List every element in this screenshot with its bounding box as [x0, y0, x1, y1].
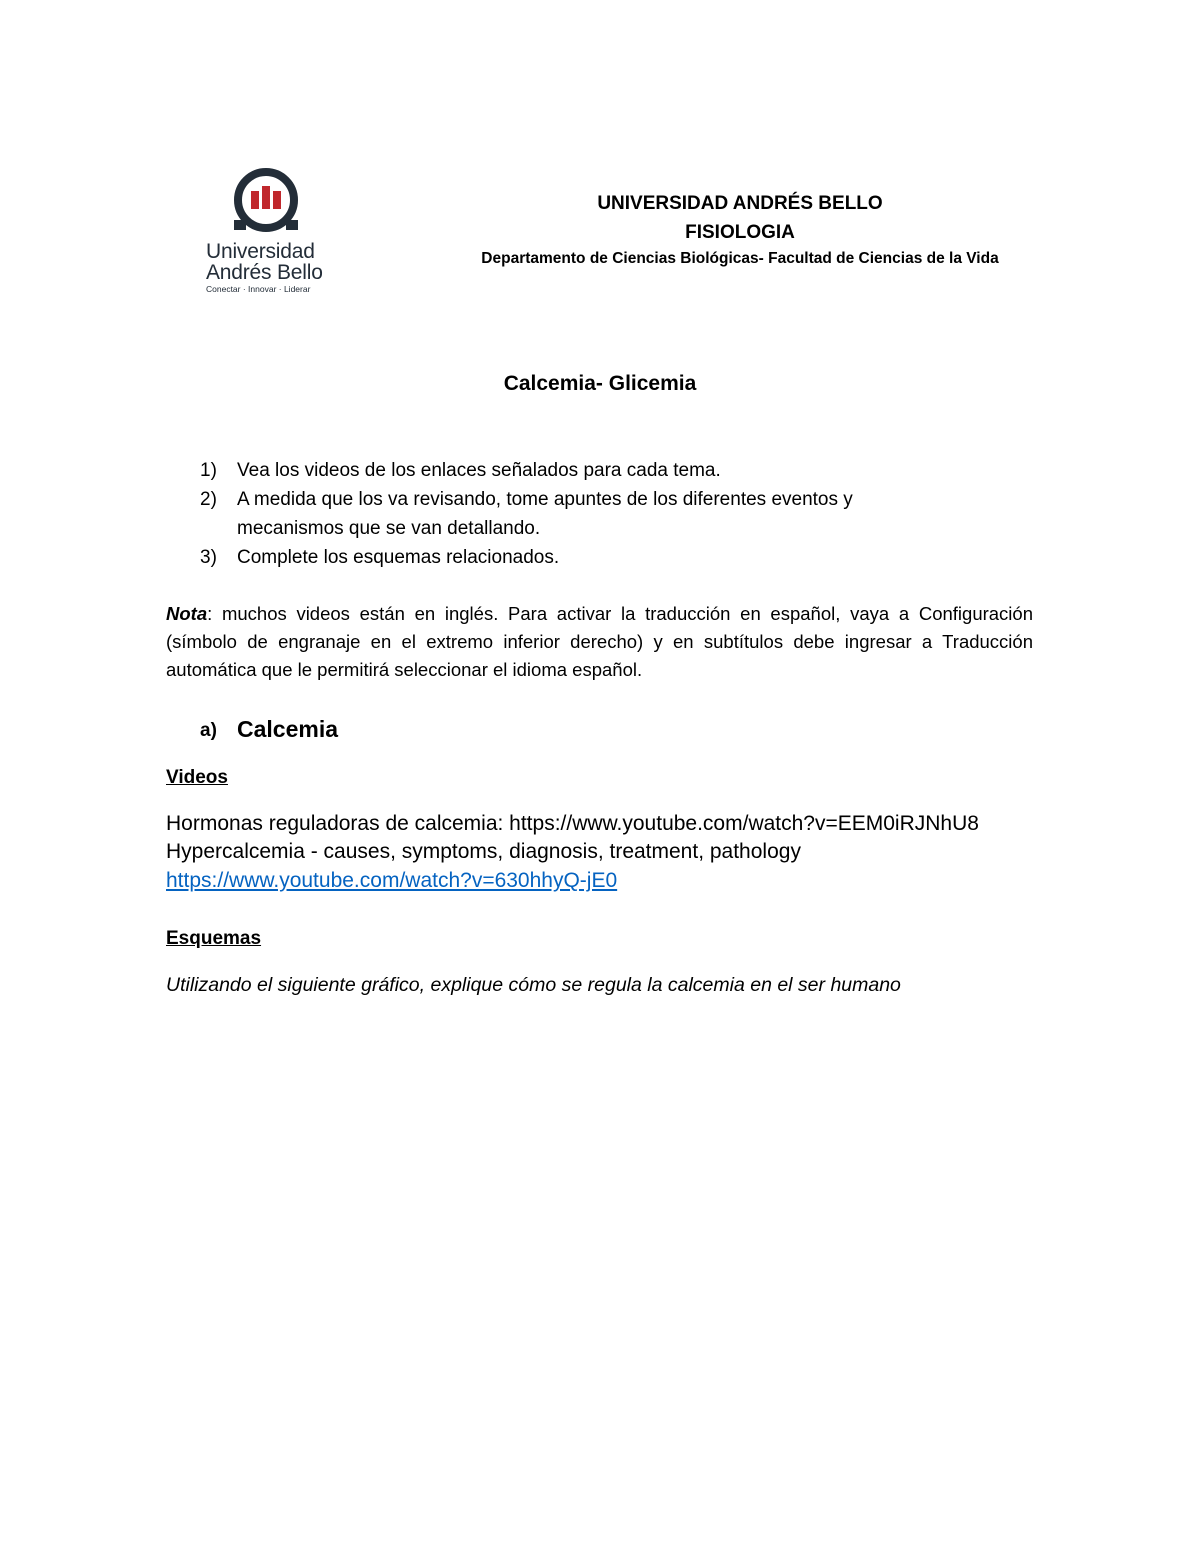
video-link-hypercalcemia[interactable]: https://www.youtube.com/watch?v=630hhyQ-jE0	[166, 869, 618, 892]
esquemas-heading: Esquemas	[166, 928, 262, 949]
instruction-number: 2)	[200, 489, 217, 510]
logo-tagline: Conectar · Innovar · Liderar	[206, 284, 311, 294]
note-paragraph	[166, 600, 1033, 684]
videos-heading: Videos	[166, 767, 228, 788]
video-title-hypercalcemia: Hypercalcemia - causes, symptoms, diagnosis, treatment, pathology	[166, 840, 801, 863]
document-title: Calcemia- Glicemia	[503, 372, 697, 395]
section-label: a)	[200, 720, 217, 741]
instruction-number: 1)	[200, 460, 217, 481]
instruction-number: 3)	[200, 547, 217, 568]
university-logo	[200, 164, 350, 296]
note-text: : muchos videos están en inglés. Para activar la traducción en español, vaya a Configuración (símbolo de engranaje en el extremo inferior derecho) y en subtítulos debe ingresar a Traducción automática que le permitirá seleccionar el idioma español.	[166, 603, 1033, 680]
university-heading: UNIVERSIDAD ANDRÉS BELLO	[597, 193, 883, 214]
section-name: Calcemia	[237, 716, 339, 742]
instruction-text: A medida que los va revisando, tome apuntes de los diferentes eventos y mecanismos que se van detallando.	[237, 489, 853, 539]
department-heading: Departamento de Ciencias Biológicas- Facultad de Ciencias de la Vida	[481, 250, 999, 267]
logo-text-andres-bello: Andrés Bello	[206, 261, 323, 284]
instruction-text: Complete los esquemas relacionados.	[237, 547, 560, 568]
university-seal-icon	[200, 164, 350, 244]
note-label: Nota	[166, 603, 208, 624]
instruction-text: Vea los videos de los enlaces señalados para cada tema.	[237, 460, 721, 481]
logo-text-universidad: Universidad	[206, 240, 315, 263]
esquemas-instruction: Utilizando el siguiente gráfico, explique cómo se regula la calcemia en el ser humano	[166, 974, 901, 996]
video-line-hormonas: Hormonas reguladoras de calcemia: https://www.youtube.com/watch?v=EEM0iRJNhU8	[166, 812, 979, 835]
subject-heading: FISIOLOGIA	[685, 222, 795, 243]
